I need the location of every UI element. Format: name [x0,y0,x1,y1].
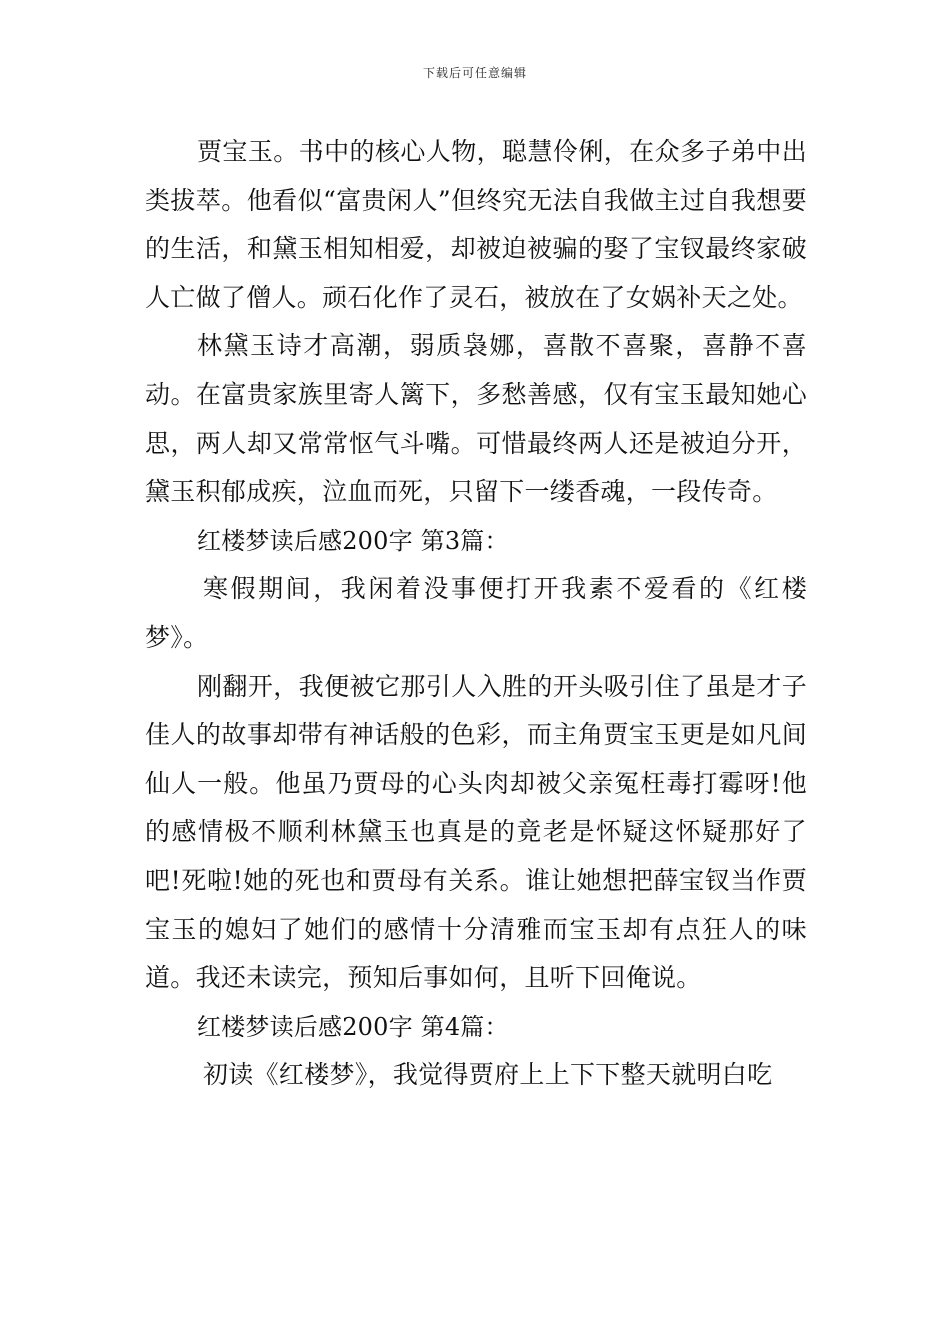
paragraph-lin-daiyu: 林黛玉诗才高潮，弱质袅娜，喜散不喜聚，喜静不喜动。在富贵家族里寄人篱下，多愁善感，仅有宝玉最知她心思，两人却又常常怄气斗嘴。可惜最终两人还是被迫分开，黛玉积郁成疾，泣血而死，只留下一缕香魂，一段传奇。 [145,331,807,507]
section-heading-4: 红楼梦读后感200字 第4篇： [197,1012,509,1041]
paragraph-first-reading: 初读《红楼梦》，我觉得贾府上上下下整天就明白吃 [203,1060,773,1090]
document-body [145,128,807,1100]
paragraph-jia-baoyu: 贾宝玉。书中的核心人物，聪慧伶俐，在众多子弟中出类拔萃。他看似“富贵闲人”但终究无法自我做主过自我想要的生活，和黛玉相知相爱，却被迫被骗的娶了宝钗最终家破人亡做了僧人。顽石化作了灵石，被放在了女娲补天之处。 [145,137,807,312]
header-note: 下载后可任意编辑 [422,66,527,80]
section-heading-3: 红楼梦读后感200字 第3篇： [197,526,509,555]
paragraph-first-impression: 刚翻开，我便被它那引人入胜的开头吸引住了虽是才子佳人的故事却带有神话般的色彩，而主角贾宝玉更是如凡间仙人一般。他虽乃贾母的心头肉却被父亲冤枉毒打霉呀!他的感情极不顺利林黛玉也真是的竟老是怀疑这怀疑那好了吧!死啦!她的死也和贾母有关系。谁让她想把薛宝钗当作贾宝玉的媳妇了她们的感情十分清雅而宝玉却有点狂人的味道。我还未读完，预知后事如何，且听下回俺说。 [145,671,807,993]
paragraph-winter-break: 寒假期间，我闲着没事便打开我素不爱看的《红楼梦》。 [145,574,807,652]
